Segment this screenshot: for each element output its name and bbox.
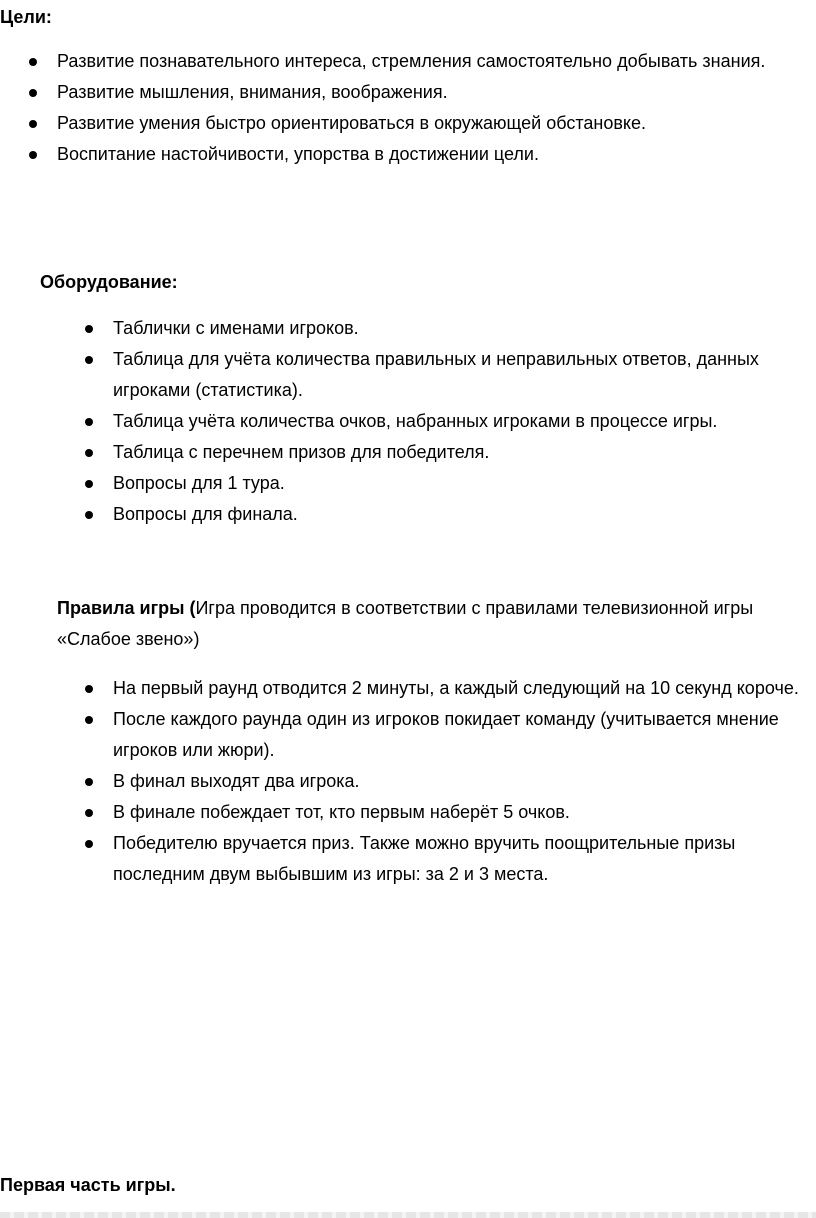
list-item: Победителю вручается приз. Также можно вручить поощрительные призы последним двум выбывшим из игры: за 2 и 3 места. xyxy=(113,828,813,890)
list-item: Развитие познавательного интереса, стремления самостоятельно добывать знания. xyxy=(57,46,797,77)
list-item: На первый раунд отводится 2 минуты, а каждый следующий на 10 секунд короче. xyxy=(113,673,813,704)
list-item: Таблица с перечнем призов для победителя. xyxy=(113,437,803,468)
list-item: Таблички с именами игроков. xyxy=(113,313,803,344)
list-item: Таблица учёта количества очков, набранных игроками в процессе игры. xyxy=(113,406,803,437)
list-item: В финале побеждает тот, кто первым наберёт 5 очков. xyxy=(113,797,813,828)
rules-heading-text: Игра проводится в соответствии с правилами телевизионной игры «Слабое звено») xyxy=(57,598,754,649)
list-item: Развитие мышления, внимания, воображения. xyxy=(57,77,797,108)
rules-heading xyxy=(57,593,797,655)
part-one-heading: Первая часть игры. xyxy=(0,1175,176,1195)
list-item: После каждого раунда один из игроков покидает команду (учитывается мнение игроков или жюри). xyxy=(113,704,813,766)
rules-list xyxy=(113,673,813,890)
goals-list xyxy=(57,46,797,170)
list-item: Вопросы для 1 тура. xyxy=(113,468,803,499)
rules-heading-bold: Правила игры ( xyxy=(57,598,196,618)
list-item: Вопросы для финала. xyxy=(113,499,803,530)
equipment-list xyxy=(113,313,803,530)
list-item: Таблица для учёта количества правильных и неправильных ответов, данных игроками (статистика). xyxy=(113,344,803,406)
goals-heading: Цели: xyxy=(0,7,52,27)
list-item: В финал выходят два игрока. xyxy=(113,766,813,797)
page-bottom-border xyxy=(0,1212,816,1218)
list-item: Воспитание настойчивости, упорства в достижении цели. xyxy=(57,139,797,170)
equipment-heading: Оборудование: xyxy=(40,272,178,292)
list-item: Развитие умения быстро ориентироваться в окружающей обстановке. xyxy=(57,108,797,139)
